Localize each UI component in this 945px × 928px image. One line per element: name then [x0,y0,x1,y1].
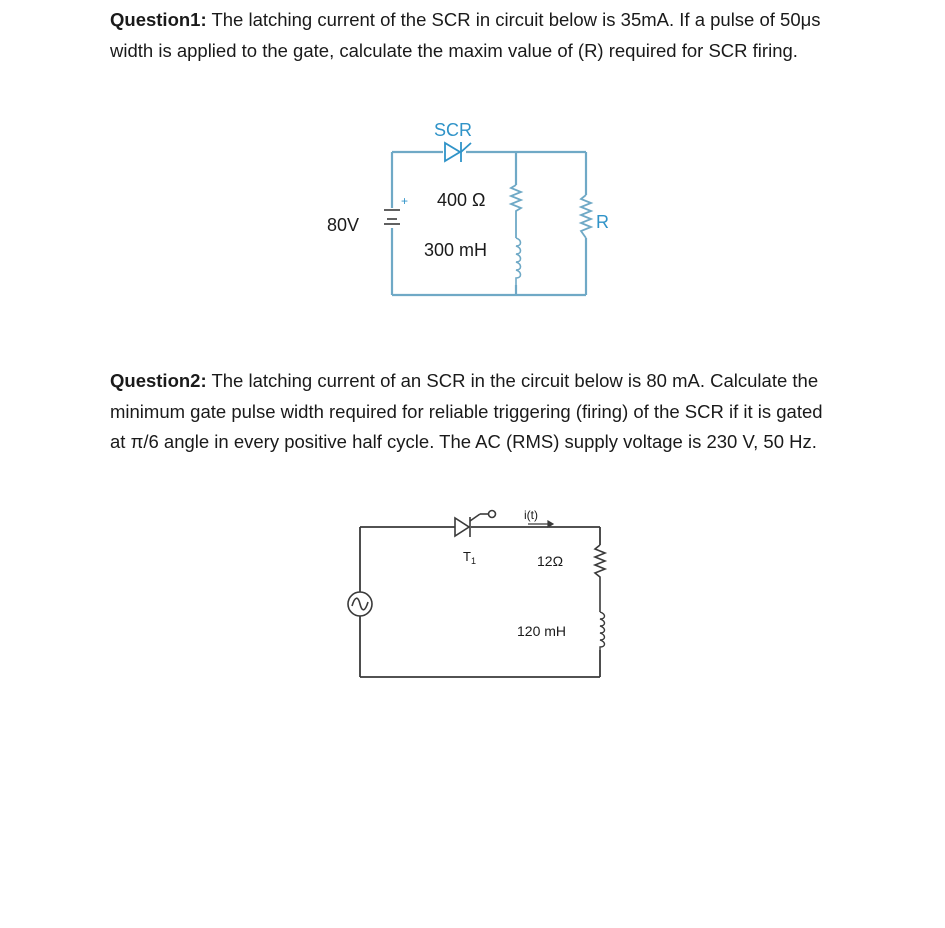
resistor-400-label: 400 Ω [437,190,486,210]
current-label: i(t) [524,508,538,522]
resistor-r-label: R [596,212,609,232]
question-2-text: The latching current of an SCR in the circuit below is 80 mA. Calculate the minimum gate pulse width required for reliable triggering (firing) of the SCR if it is gated at π/6 angle in every positive half cycle. The AC (RMS) supply voltage is 230 V, 50 Hz. [110,370,823,452]
thyristor-label: $T_1$ [463,549,476,566]
question-2 [110,366,830,458]
inductor-300mh-icon [516,238,521,293]
question-1-label: Question1: [110,9,207,30]
resistor-400-icon [511,185,521,238]
battery-plus-label: + [401,194,409,208]
resistor-12-label: 12Ω [537,553,564,569]
battery-icon [384,210,400,224]
scr-label: SCR [434,120,473,140]
question-1-text: The latching current of the SCR in circuit below is 35mA. If a pulse of 50μs width is applied to the gate, calculate the maxim value of (R) required for SCR firing. [110,9,821,61]
inductor-120mh-label: 120 mH [517,623,567,639]
inductor-300mh-label: 300 mH [424,240,488,260]
question-2-label: Question2: [110,370,207,391]
resistor-r-icon [581,195,591,238]
source-voltage-label: 80V [327,215,360,235]
